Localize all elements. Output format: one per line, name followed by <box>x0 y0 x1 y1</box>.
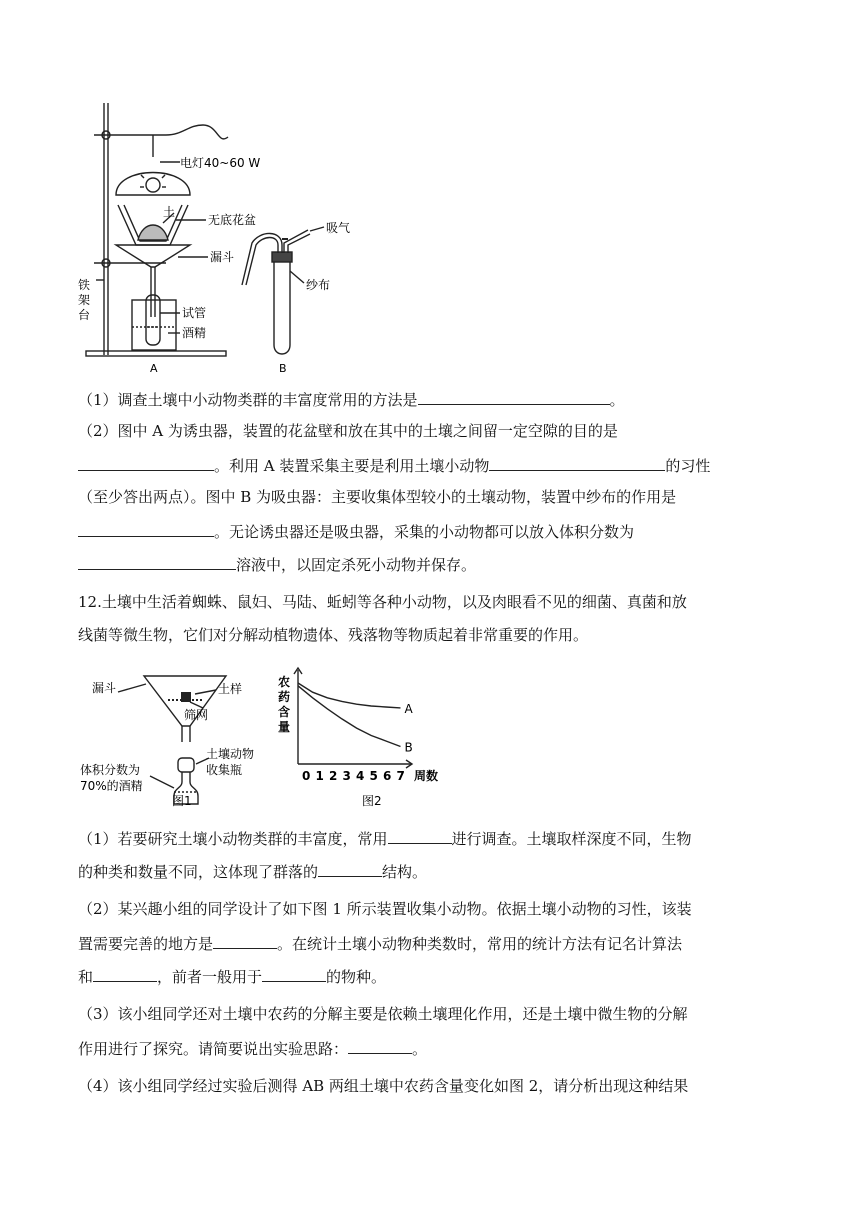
tube-label: 试管 <box>182 306 207 320</box>
fig1-bottle-label-2: 收集瓶 <box>206 763 243 777</box>
fig2-caption: 图2 <box>362 794 382 808</box>
fig1-soil-label: 土样 <box>218 682 243 696</box>
answer-blank[interactable] <box>213 932 277 949</box>
suck-label: 吸气 <box>326 221 351 235</box>
alcohol-label: 酒精 <box>182 326 207 340</box>
series-line-b <box>298 686 401 747</box>
x-tick-label: 1 <box>315 769 324 783</box>
fig1-funnel-label: 漏斗 <box>92 681 117 695</box>
q12-p2-line-3: 和 ，前者一般用于 的物种。 <box>78 965 788 987</box>
answer-blank[interactable] <box>93 965 157 982</box>
lamp-label: 电灯40~60 W <box>180 156 261 170</box>
q12-p3-line-2: 作用进行了探究。请简要说出实验思路： 。 <box>78 1037 788 1059</box>
caption-a: A <box>150 362 158 375</box>
q11-line-1: （1）调查土壤中小动物类群的丰富度常用的方法是 。 <box>78 388 788 410</box>
q12-line-2: 线菌等微生物，它们对分解动植物遗体、残落物等物质起着非常重要的作用。 <box>78 626 589 644</box>
x-tick-label: 6 <box>383 769 392 783</box>
q12-p2-line-1: （2）某兴趣小组的同学设计了如下图 1 所示装置收集小动物。依据土壤小动物的习性，该装 <box>78 900 692 918</box>
q11-line-2: （2）图中 A 为诱虫器，装置的花盆壁和放在其中的土壤之间留一定空隙的目的是 <box>78 422 618 440</box>
figure-1 <box>78 664 278 810</box>
soil-label: 土 <box>163 205 176 219</box>
q12-p1-line-2: 的种类和数量不同，这体现了群落的 结构。 <box>78 860 788 882</box>
q11-line-3: 。利用 A 装置采集主要是利用土壤小动物 的习性 <box>78 454 788 476</box>
pot-label: 无底花盆 <box>208 213 257 227</box>
answer-blank[interactable] <box>348 1037 412 1054</box>
fig2-ylabel: 农 药 含 量 <box>278 675 291 734</box>
answer-blank[interactable] <box>78 520 214 537</box>
series-label-a: A <box>404 701 413 716</box>
figure-2-chart <box>272 664 472 810</box>
stand-label-1: 铁 <box>78 278 91 292</box>
answer-blank[interactable] <box>388 827 452 844</box>
q11-line-4: （至少答出两点）。图中 B 为吸虫器：主要收集体型较小的土壤动物，装置中纱布的作用是 <box>78 488 677 506</box>
answer-blank[interactable] <box>262 965 326 982</box>
series-line-a <box>298 683 401 708</box>
fig2-xlabel: 周数 <box>414 769 439 783</box>
series-label-b: B <box>404 740 413 755</box>
apparatus-figure <box>68 95 368 377</box>
answer-blank[interactable] <box>78 454 214 471</box>
answer-blank[interactable] <box>318 860 382 877</box>
q12-p1-line-1: （1）若要研究土壤小动物类群的丰富度，常用 进行调查。土壤取样深度不同，生物 <box>78 827 788 849</box>
x-tick-label: 2 <box>329 769 338 783</box>
q12-p3-line-1: （3）该小组同学还对土壤中农药的分解主要是依赖土壤理化作用，还是土壤中微生物的分解 <box>78 1005 688 1023</box>
x-tick-label: 5 <box>369 769 378 783</box>
q12-line-1: 12.土壤中生活着蜘蛛、鼠妇、马陆、蚯蚓等各种小动物，以及肉眼看不见的细菌、真菌和放 <box>78 593 687 611</box>
answer-blank[interactable] <box>489 454 665 471</box>
fig1-caption: 图1 <box>172 794 192 808</box>
x-tick-label: 3 <box>342 769 351 783</box>
stand-label-2: 架 <box>78 293 91 307</box>
x-tick-label: 0 <box>302 769 311 783</box>
fig1-alcohol-label-1: 体积分数为 <box>80 763 141 777</box>
fig1-sieve-label: 筛网 <box>184 708 209 722</box>
q12-p4-line-1: （4）该小组同学经过实验后测得 AB 两组土壤中农药含量变化如图 2，请分析出现这种结果 <box>78 1077 689 1095</box>
funnel-label: 漏斗 <box>210 250 235 264</box>
stand-label-3: 台 <box>78 308 91 322</box>
caption-b: B <box>279 362 287 375</box>
q11-line-6: 溶液中，以固定杀死小动物并保存。 <box>78 553 788 575</box>
x-tick-label: 4 <box>356 769 365 783</box>
fig1-alcohol-label-2: 70%的酒精 <box>80 779 143 793</box>
fig1-bottle-label-1: 土壤动物 <box>206 747 255 761</box>
answer-blank[interactable] <box>418 388 610 405</box>
q11-line-5: 。无论诱虫器还是吸虫器，采集的小动物都可以放入体积分数为 <box>78 520 788 542</box>
gauze-label: 纱布 <box>306 278 331 292</box>
answer-blank[interactable] <box>78 553 236 570</box>
q12-p2-line-2: 置需要完善的地方是 。在统计土壤小动物种类数时，常用的统计方法有记名计算法 <box>78 932 788 954</box>
x-tick-label: 7 <box>396 769 405 783</box>
